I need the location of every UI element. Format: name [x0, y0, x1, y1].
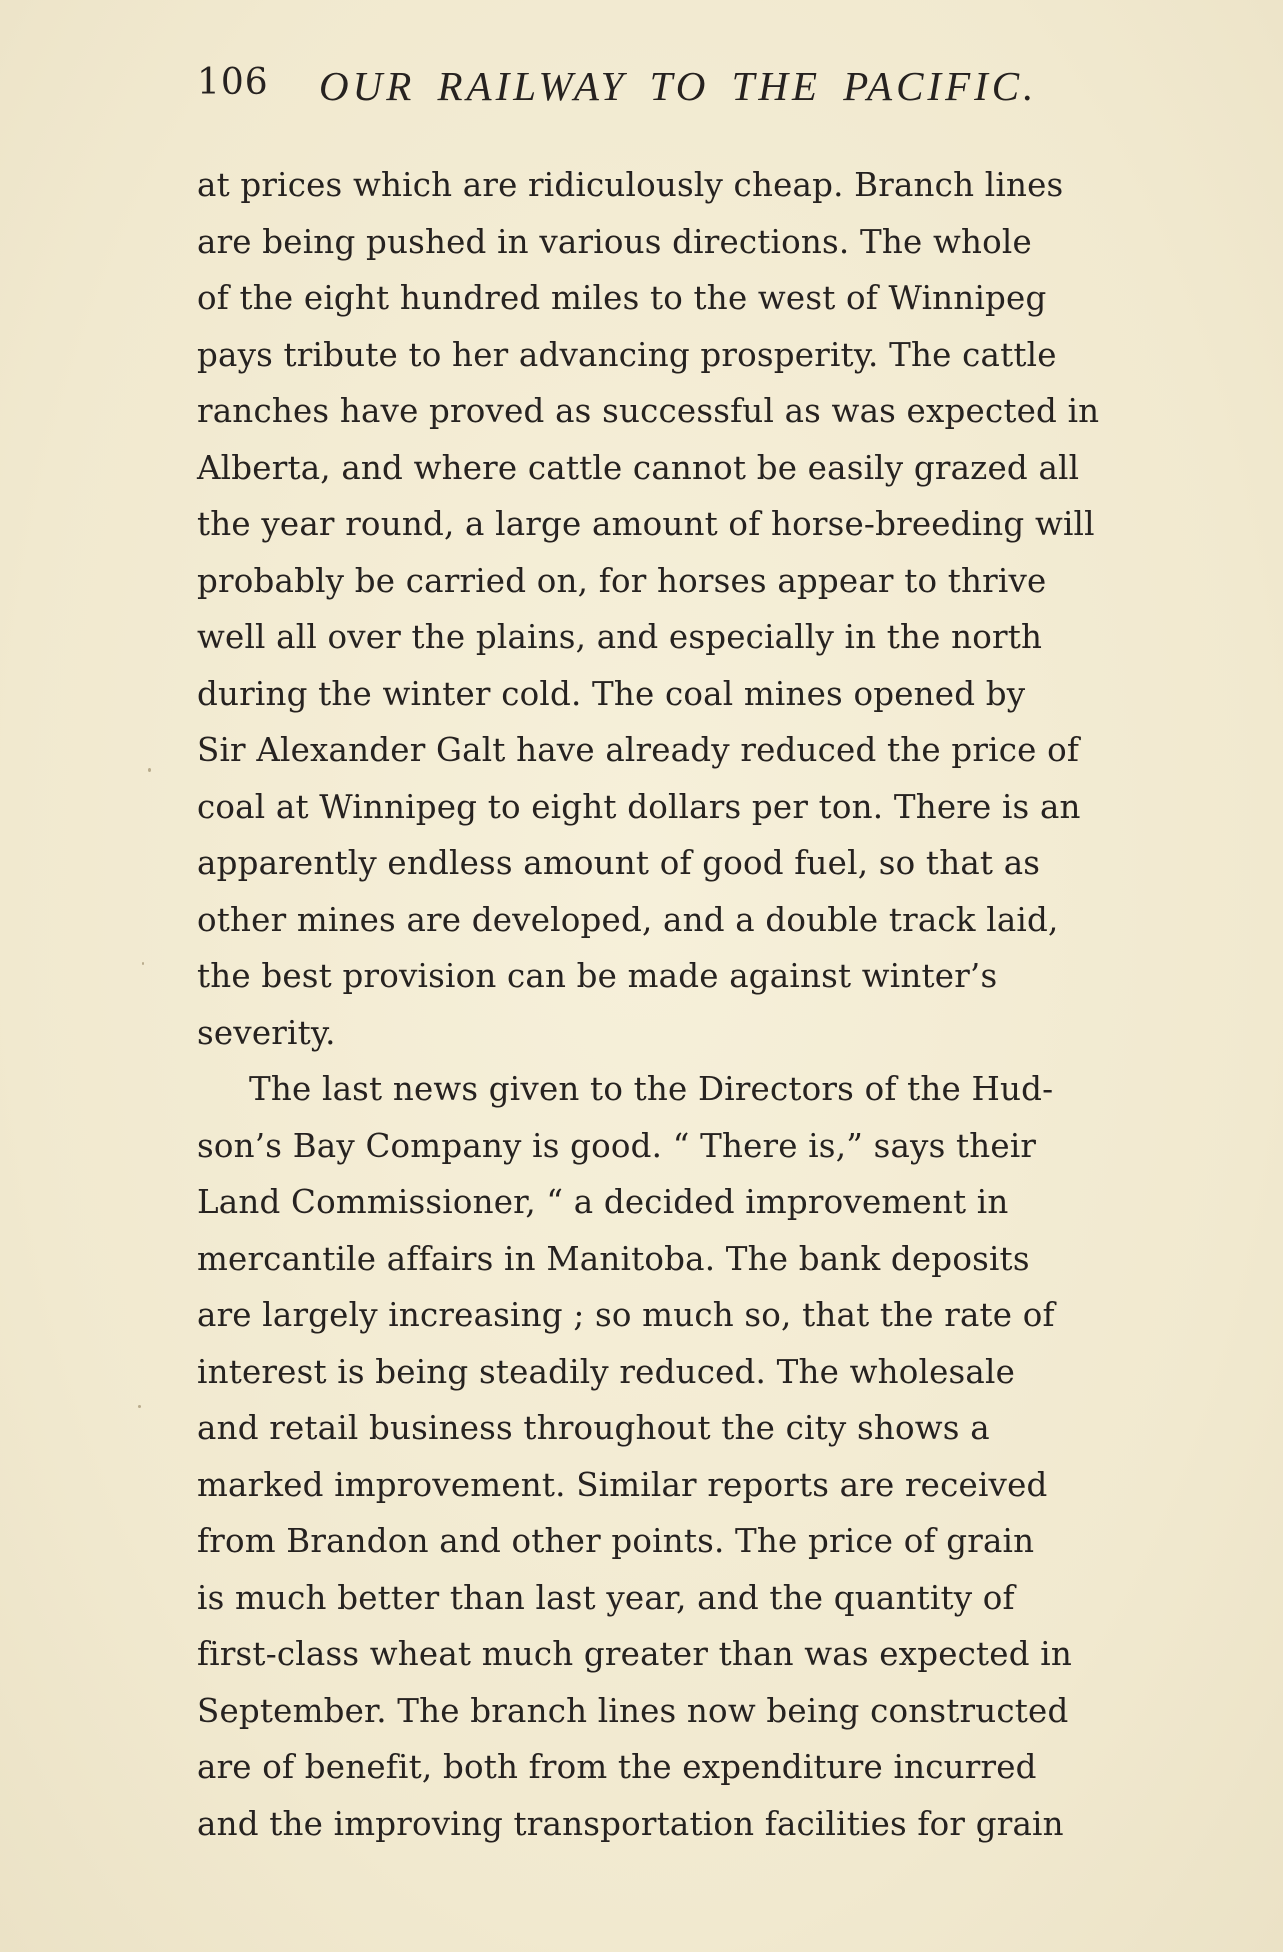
- text-line: are of benefit, both from the expenditure incurred: [197, 1748, 1037, 1786]
- text-line: coal at Winnipeg to eight dollars per ton. There is an: [197, 787, 1081, 826]
- text-line: the year round, a large amount of horse-breeding will: [197, 505, 1095, 543]
- text-line: Sir Alexander Galt have already reduced the price of: [197, 731, 1080, 769]
- text-line: are largely increasing ; so much so, that the rate of: [197, 1296, 1055, 1334]
- running-title: OUR RAILWAY TO THE PACIFIC.: [319, 63, 1038, 109]
- paper-speck: [148, 768, 151, 772]
- text-line: well all over the plains, and especially in the north: [197, 618, 1043, 656]
- text-line: and retail business throughout the city shows a: [197, 1409, 990, 1447]
- text-line: probably be carried on, for horses appear to thrive: [197, 561, 1047, 600]
- text-line: of the eight hundred miles to the west of Winnipeg: [197, 279, 1047, 317]
- text-line: is much better than last year, and the quantity of: [197, 1578, 1015, 1617]
- running-head: [197, 62, 1097, 112]
- text-line: son’s Bay Company is good. “ There is,” says their: [197, 1126, 1037, 1165]
- text-line: ranches have proved as successful as was expected in: [197, 392, 1100, 430]
- text-line: the best provision can be made against winter’s: [197, 957, 998, 995]
- text-line: from Brandon and other points. The price of grain: [197, 1522, 1035, 1560]
- text-line: pays tribute to her advancing prosperity. The cattle: [197, 335, 1057, 374]
- text-line: mercantile affairs in Manitoba. The bank deposits: [197, 1239, 1030, 1278]
- text-line: severity.: [197, 1013, 336, 1052]
- text-line: Alberta, and where cattle cannot be easily grazed all: [197, 448, 1080, 487]
- text-line: first-class wheat much greater than was expected in: [197, 1635, 1073, 1673]
- text-line: during the winter cold. The coal mines opened by: [197, 674, 1026, 713]
- paragraph-start-line: The last news given to the Directors of the Hud-: [249, 1070, 1054, 1108]
- text-line: interest is being steadily reduced. The wholesale: [197, 1352, 1015, 1391]
- text-line: Land Commissioner, “ a decided improvement in: [197, 1183, 1009, 1221]
- body-text: [197, 157, 1197, 1852]
- text-line: and the improving transportation facilities for grain: [197, 1804, 1064, 1843]
- paper-speck: [138, 1405, 141, 1408]
- page-number: 106: [197, 62, 269, 103]
- text-line: other mines are developed, and a double track laid,: [197, 900, 1059, 939]
- text-line: apparently endless amount of good fuel, so that as: [197, 844, 1041, 882]
- paper-speck: [142, 962, 144, 965]
- text-line: at prices which are ridiculously cheap. Branch lines: [197, 166, 1064, 204]
- text-line: September. The branch lines now being constructed: [197, 1691, 1069, 1730]
- text-line: marked improvement. Similar reports are received: [197, 1465, 1048, 1504]
- text-line: are being pushed in various directions. The whole: [197, 222, 1032, 261]
